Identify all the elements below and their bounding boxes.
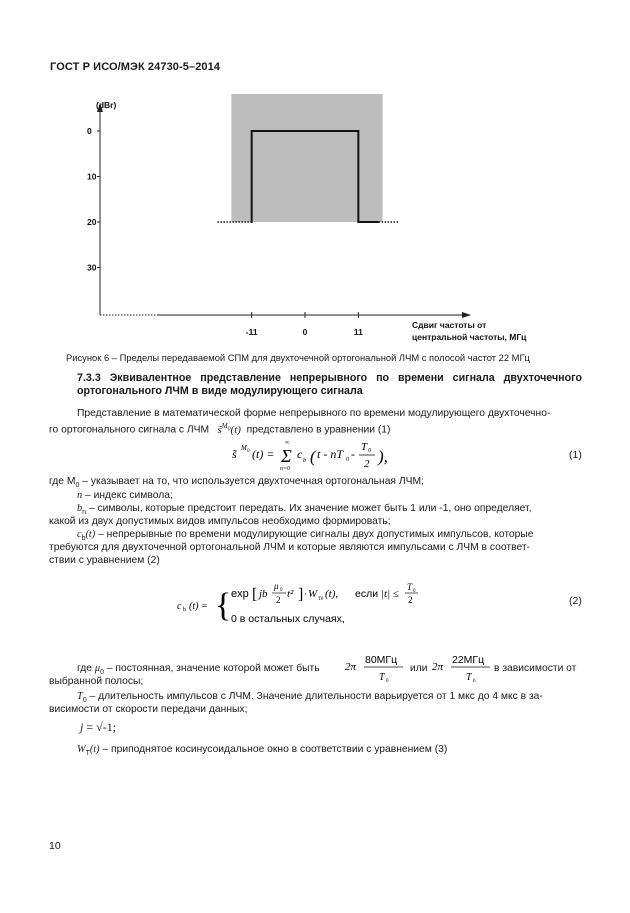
mu-value-2: [430, 650, 500, 689]
equation-2-number: (2): [569, 595, 582, 607]
svg-text:c: c: [297, 447, 303, 461]
definition-bn-cont: какой из двух допустимых видов импульсов необходимо формировать;: [49, 516, 391, 527]
x-tick-label: -11: [245, 327, 258, 337]
svg-text:(t) =: (t) =: [252, 447, 275, 461]
svg-text:[: [: [252, 586, 258, 603]
svg-text:(t),: (t),: [325, 588, 339, 600]
svg-text:μ: μ: [274, 581, 279, 591]
y-axis-label: (dBr): [96, 100, 117, 110]
svg-text:n=0: n=0: [280, 466, 291, 472]
definition-wt: $W_T(t)$ – приподнятое косинусоидальное окно в соответствии с уравнением (3): [77, 744, 448, 758]
svg-text:(: (: [310, 447, 316, 466]
definition-t0-cont: висимости от скорости передачи данных;: [49, 704, 248, 715]
section-heading: [77, 372, 582, 398]
x-axis-label-line2: центральной частоты, МГц: [412, 332, 527, 342]
section-number: 7.3.3: [77, 372, 101, 384]
svg-text:22МГц: 22МГц: [452, 654, 485, 666]
mask-band: [231, 94, 382, 222]
svg-text:b: b: [303, 458, 306, 464]
mu-value-1: [343, 650, 413, 689]
x-tick-label: 0: [302, 327, 308, 337]
svg-text:Σ: Σ: [281, 446, 292, 466]
svg-text:b: b: [183, 607, 186, 613]
svg-text:если: если: [355, 588, 379, 600]
equation-2: [175, 578, 435, 633]
svg-text:T: T: [379, 672, 385, 683]
document-header: ГОСТ Р ИСО/МЭК 24730-5–2014: [50, 61, 221, 73]
y-tick-label: 0: [87, 126, 92, 136]
svg-text:2: 2: [408, 595, 413, 605]
svg-text:(t) =: (t) =: [189, 601, 208, 612]
x-axis-label-line1: Сдвиг частоты от: [412, 320, 487, 330]
svg-text:exp: exp: [231, 588, 249, 600]
svg-text:]: ]: [298, 586, 304, 603]
svg-text:{: {: [215, 587, 232, 624]
x-axis-arrow: [462, 312, 471, 318]
svg-text:s̃: s̃: [232, 447, 237, 461]
svg-text:W: W: [308, 588, 318, 600]
y-tick-label: 10: [87, 171, 97, 182]
svg-text:0 в остальных случаях,: 0 в остальных случаях,: [231, 613, 345, 625]
svg-text:|t| ≤: |t| ≤: [381, 588, 399, 600]
page-number: 10: [49, 840, 61, 852]
svg-text:2: 2: [276, 595, 281, 605]
svg-text:0: 0: [413, 589, 416, 594]
equation-1-number: (1): [569, 449, 582, 461]
definition-cb-cont: требуются для двухточечной ортогональной ЛЧМ и которые являются импульсами с ЛЧМ в соответ-: [49, 542, 530, 553]
y-tick-label: 20: [87, 217, 97, 227]
svg-text:t - nT: t - nT: [317, 447, 344, 461]
figure-caption: Рисунок 6 – Пределы передаваемой СПМ для двухточечной ортогональной ЛЧМ с полосой частот 22 МГц: [66, 352, 530, 363]
svg-text:0: 0: [473, 679, 476, 684]
svg-text:T: T: [407, 582, 413, 592]
paragraph-line: го ортогонального сигнала с ЛЧМ s̃$^{M_0}$(t) представлено в уравнении (1): [49, 422, 391, 436]
definition-bn: $b_n$ – символы, которые предстоит передать. Их значение может быть 1 или -1, оно определяет,: [77, 503, 532, 517]
svg-text:jb: jb: [259, 588, 268, 600]
svg-text:-: -: [351, 447, 355, 461]
svg-text:∞: ∞: [285, 440, 290, 446]
mu-or: или: [410, 663, 428, 674]
svg-text:0: 0: [346, 457, 349, 463]
svg-text:·: ·: [304, 589, 307, 599]
svg-text:c: c: [177, 601, 182, 612]
definition-j: j = √-1;: [80, 720, 117, 734]
definition-m0: где $М_0$ – указывает на то, что используется двухточечная ортогональная ЛЧМ;: [49, 476, 424, 490]
definition-cb: $c_b(t)$ – непрерывные по времени модулирующие сигналы двух допустимых импульсов, которые: [77, 529, 534, 543]
definition-mu: где $\mu_0$ – постоянная, значение которой может быть: [77, 663, 320, 677]
svg-text:0: 0: [386, 679, 389, 684]
svg-text:T: T: [466, 672, 472, 683]
svg-text:0: 0: [247, 449, 250, 454]
svg-text:2π: 2π: [432, 661, 444, 673]
svg-text:M: M: [241, 444, 247, 452]
section-title: Эквивалентное представление непрерывного по времени сигнала двухточечного ортогонального ЛЧМ в виде модулирующего сигнала: [77, 372, 582, 397]
svg-text:t²: t²: [287, 588, 294, 600]
svg-text:T: T: [361, 441, 368, 453]
mu-line-2: выбранной полосы;: [49, 676, 144, 687]
psd-mask-chart: [0, 0, 630, 350]
x-tick-label: 11: [353, 327, 363, 337]
svg-text:2: 2: [364, 458, 370, 470]
svg-text:0: 0: [280, 588, 283, 593]
definition-n: n – индекс символа;: [77, 490, 173, 501]
paragraph-line: Представление в математической форме непрерывного по времени модулирующего двухточечно-: [77, 408, 551, 419]
y-tick-label: 30: [87, 262, 97, 273]
svg-text:),: ),: [378, 447, 388, 466]
mu-line-end: в зависимости от: [494, 663, 577, 674]
svg-text:T0: T0: [318, 597, 324, 602]
svg-text:80МГц: 80МГц: [365, 654, 398, 666]
definition-t0: $T_0$ – длительность импульсов с ЛЧМ. Значение длительности варьируется от 1 мкс до 4 мкс в за-: [77, 691, 543, 705]
definition-cb-cont: ствии с уравнением (2): [49, 555, 160, 566]
svg-text:0: 0: [368, 448, 371, 454]
svg-text:2π: 2π: [345, 661, 357, 673]
equation-1: [230, 436, 410, 476]
